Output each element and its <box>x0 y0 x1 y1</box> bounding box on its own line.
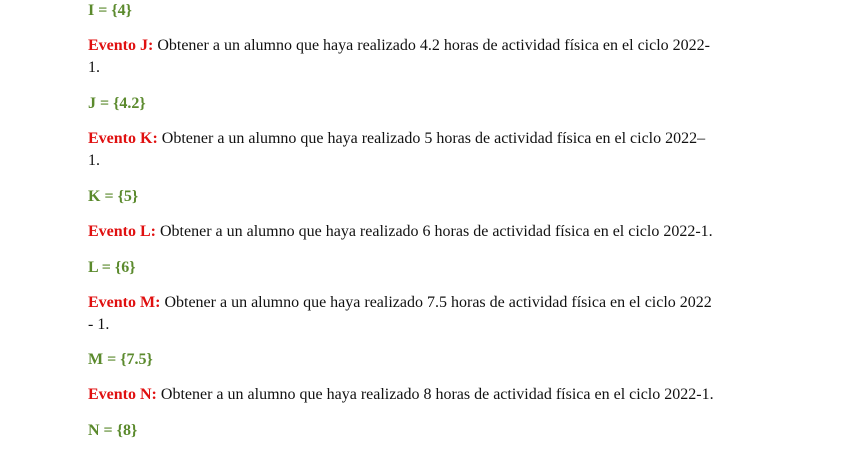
event-j-label: Evento J: <box>88 37 154 54</box>
set-l: L = {6} <box>88 259 136 276</box>
set-m: M = {7.5} <box>88 351 153 368</box>
event-m-line <box>88 292 808 314</box>
event-k-line <box>88 128 808 150</box>
event-j-text: Obtener a un alumno que haya realizado 4.2 horas de actividad física en el ciclo 2022- <box>153 37 710 54</box>
event-m-text: Obtener a un alumno que haya realizado 7.5 horas de actividad física en el ciclo 2022 <box>160 294 712 311</box>
event-j-line <box>88 35 808 57</box>
event-n-text: Obtener a un alumno que haya realizado 8 horas de actividad física en el ciclo 2022-1. <box>156 386 714 403</box>
event-k-text: Obtener a un alumno que haya realizado 5 horas de actividad física en el ciclo 2022– <box>157 130 706 147</box>
event-l-line <box>88 221 808 243</box>
event-n-line <box>88 384 808 406</box>
event-l-label: Evento L: <box>88 223 156 240</box>
event-k-continuation: 1. <box>88 152 100 169</box>
event-k-label: Evento K: <box>88 130 158 147</box>
event-m-continuation: - 1. <box>88 316 110 333</box>
event-m-label: Evento M: <box>88 294 161 311</box>
event-l-text: Obtener a un alumno que haya realizado 6 horas de actividad física en el ciclo 2022-1. <box>156 223 713 240</box>
event-j-continuation: 1. <box>88 59 100 76</box>
set-k: K = {5} <box>88 188 139 205</box>
set-j: J = {4.2} <box>88 95 146 112</box>
event-n-label: Evento N: <box>88 386 157 403</box>
set-n: N = {8} <box>88 422 138 439</box>
set-i: I = {4} <box>88 2 132 19</box>
